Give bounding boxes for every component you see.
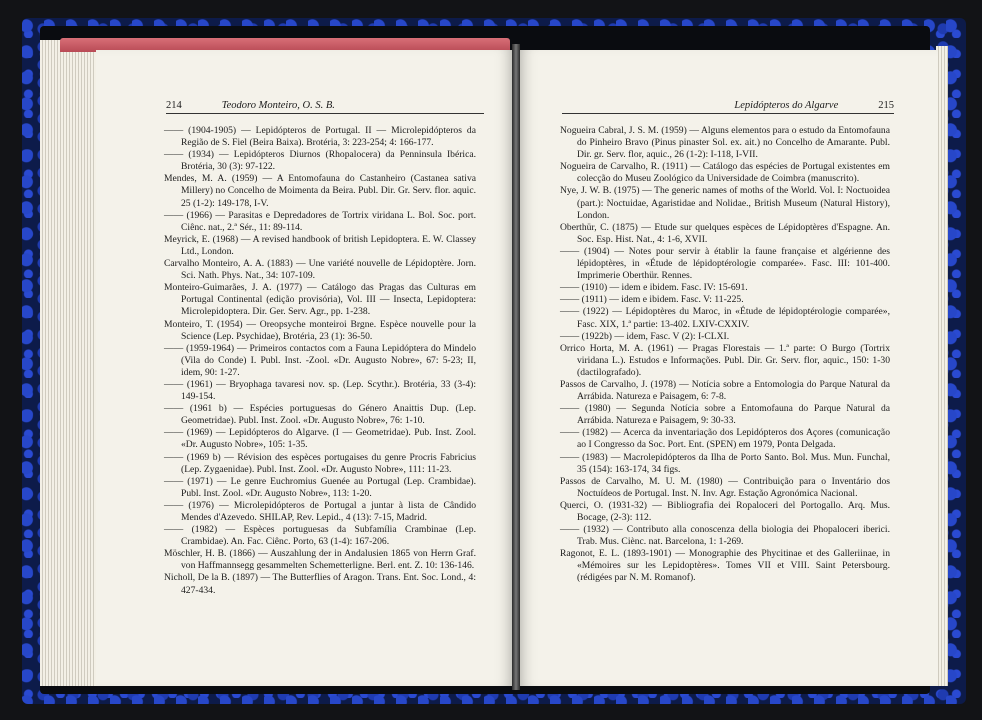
bib-entry: Nye, J. W. B. (1975) — The generic names of moths of the World. Vol. I: Noctuoidea (part.): Noctuidae, Agaristidae and Nolidae., British Museum (Natural History), London. xyxy=(560,185,890,221)
bib-entry: Nogueira Cabral, J. S. M. (1959) — Alguns elementos para o estudo da Entomofauna do Pinheiro Bravo (Pinus pinaster Sol. ex. ait.) no Concelho de Amarante. Publ. Dir. gr. Serv. flor, aquic., 26 (1-2): I-118, I-VII. xyxy=(560,125,890,161)
bib-entry: Passos de Carvalho, J. (1978) — Notícia sobre a Entomologia do Parque Natural da Arrábida. Natureza e Paisagem, 6: 7-8. xyxy=(560,378,890,403)
left-bibliography xyxy=(164,125,476,597)
right-header-rule xyxy=(562,113,894,114)
left-page xyxy=(96,50,514,686)
bib-entry: —— (1932) — Contributo alla conoscenza della biologia dei Phopaloceri iberici. Trab. Mus. Ciènc. nat. Barcelona, 1: 1-269. xyxy=(560,524,890,548)
right-running-title: Lepidópteros do Algarve xyxy=(734,100,839,111)
left-running-head xyxy=(166,100,484,111)
bib-entry: —— (1904) — Notes pour servir à établir la faune française et algérienne des lépidoptères, in «Étude de lépidoptérologie comparée». Fasc. III: 101-400. Imprimerie Oberthür. Rennes. xyxy=(560,245,890,282)
right-running-head xyxy=(562,100,894,111)
left-page-number: 214 xyxy=(166,100,182,111)
bib-entry: —— (1983) — Macrolepidópteros da Ilha de Porto Santo. Bol. Mus. Mun. Funchal, 35 (154): 163-174, 34 figs. xyxy=(560,451,890,475)
right-bibliography xyxy=(560,125,890,585)
bib-entry: Oberthür, C. (1875) — Etude sur quelques espèces de Lépidoptères d'Espagne. An. Soc. Esp. Hist. Nat., 4: 1-6, XVII. xyxy=(560,221,890,245)
right-page-number: 215 xyxy=(878,100,894,111)
bib-entry: —— (1959-1964) — Primeiros contactos com a Fauna Lepidóptera do Mindelo (Vila do Conde) I. Publ. Inst. -Zool. «Dr. Augusto Nobre», 67: 5-23; II, idem, 90: 1-27. xyxy=(164,342,476,378)
bib-entry: —— (1980) — Segunda Notícia sobre a Entomofauna do Parque Natural da Arrábida. Natureza e Paisagem, 9: 30-33. xyxy=(560,403,890,427)
bib-entry: Carvalho Monteiro, A. A. (1883) — Une variété nouvelle de Lépidoptère. Jorn. Sci. Nath. Phys. Nat., 34: 107-109. xyxy=(164,258,476,282)
bib-entry: —— (1922b) — idem, Fasc. V (2): I-CLXI. xyxy=(560,330,730,342)
bib-entry: Nicholl, De la B. (1897) — The Butterflies of Aragon. Trans. Ent. Soc. Lond., 4: 427-434. xyxy=(164,572,476,596)
book-gutter xyxy=(512,44,520,690)
bib-entry: —— (1969) — Lepidópteros do Algarve. (I — Geometridae). Pub. Inst. Zool. «Dr. Augusto Nobre», 105: 1-35. xyxy=(164,427,476,451)
left-running-title: Teodoro Monteiro, O. S. B. xyxy=(221,100,335,111)
bib-entry: Querci, O. (1931-32) — Bibliografia dei Ropaloceri del Portogallo. Arq. Mus. Bocage, (2-3): 112. xyxy=(560,499,890,523)
bib-entry: Mendes, M. A. (1959) — A Entomofauna do Castanheiro (Castanea sativa Millery) no Concelho de Moimenta da Beira. Publ. Dir. Gr. Serv. flor. aquic. 25 (1-2): 149-178, I-V. xyxy=(164,173,476,209)
bib-entry: Meyrick, E. (1968) — A revised handbook of british Lepidoptera. E. W. Classey Ltd., London. xyxy=(164,233,476,257)
bib-entry: —— (1969 b) — Révision des espèces portugaises du genre Procris Fabricius (Lep. Zygaenidae). Publ. Inst. Zool. «Dr. Augusto Nobre», 111: 11-23. xyxy=(164,451,476,475)
bib-entry: —— (1911) — idem e ibidem. Fasc. V: 11-225. xyxy=(560,294,744,306)
bib-entry: —— (1982) — Espèces portuguesas da Subfamília Crambinae (Lep. Crambidae). An. Fac. Ciênc. Porto, 63 (1-4): 167-206. xyxy=(164,524,476,548)
right-page xyxy=(518,50,938,686)
bib-entry: Passos de Carvalho, M. U. M. (1980) — Contribuição para o Inventário dos Noctuídeos de Portugal. Inst. N. Inv. Agr. Estação Agronómica Nacional. xyxy=(560,475,890,499)
bib-entry: Möschler, H. B. (1866) — Auszahlung der in Andalusien 1865 von Herrn Graf. von Haffmannsegg gesammelten Schemetterligne. Berl. ent. Z. 10: 136-146. xyxy=(164,548,476,572)
bib-entry: Ragonot, E. L. (1893-1901) — Monographie des Phycitinae et des Galleriinae, in «Mémoires sur les Lepidoptères». Tomes VII et VIII. Saint Petersbourg. (rédigées par N. M. Romanof). xyxy=(560,548,890,584)
bib-entry: —— (1961) — Bryophaga tavaresi nov. sp. (Lep. Scythr.). Brotéria, 33 (3-4): 149-154. xyxy=(164,378,476,403)
bib-entry: —— (1971) — Le genre Euchromius Guenée au Portugal (Lep. Crambidae). Publ. Inst. Zool. «Dr. Augusto Nobre», 113: 1-20. xyxy=(164,475,476,499)
left-header-rule xyxy=(166,113,484,114)
bib-entry: —— (1922) — Lépidoptères du Maroc, in «Étude de lépidoptérologie comparée», Fasc. XIX, 1.ª partie: 13-402. LXIV-CXXIV. xyxy=(560,306,890,330)
page-edges-left xyxy=(40,40,100,686)
bib-entry: Nogueira de Carvalho, R. (1911) — Catálogo das espécies de Portugal existentes em colecção do Museu Zoológico da Universidade de Coimbra (manuscrito). xyxy=(560,161,890,185)
bib-entry: —— (1976) — Microlepidópteros de Portugal a juntar à lista de Cândido Mendes d'Azevedo. SHILAP, Rev. Lepid., 4 (13): 7-15, Madrid. xyxy=(164,499,476,523)
bib-entry: —— (1910) — idem e ibidem. Fasc. IV: 15-691. xyxy=(560,282,748,294)
bib-entry: —— (1982) — Acerca da inventariação dos Lepidópteros dos Açores (comunicação ao I Congresso da Soc. Port. Ent. (SPEN) em 1979, Ponta Delgada. xyxy=(560,427,890,451)
bib-entry: —— (1934) — Lepidópteros Diurnos (Rhopalocera) da Penninsula Ibérica. Brotéria, 30 (3): 97-122. xyxy=(164,149,476,173)
bib-entry: Orrico Horta, M. A. (1961) — Pragas Florestais — 1.ª parte: O Burgo (Tortrix viridana L.). Estudos e Informações. Publ. Dir. Gr. Serv. flor, aquic., 150: 1-30 (dactilografado). xyxy=(560,342,890,378)
bib-entry: Monteiro, T. (1954) — Oreopsyche monteiroi Brgne. Espèce nouvelle pour la Science (Lep. Psychidae), Brotéria, 23 (1): 36-50. xyxy=(164,318,476,342)
bib-entry: —— (1966) — Parasitas e Depredadores de Tortrix viridana L. Bol. Soc. port. Ciênc. nat., 2.ª Sér., 11: 89-114. xyxy=(164,209,476,233)
bib-entry: —— (1961 b) — Espécies portuguesas do Género Anaittis Dup. (Lep. Geometridae). Publ. Inst. Zool. «Dr. Augusto Nobre», 76: 1-10. xyxy=(164,403,476,427)
bib-entry: Monteiro-Guimarães, J. A. (1977) — Catálogo das Pragas das Culturas em Portugal Continental (edição provisória), Vol. III — Insecta, Lepidoptera: Microlepidoptera. Dir. Ger. Serv. Agr., pp. 1-238. xyxy=(164,282,476,318)
bib-entry: —— (1904-1905) — Lepidópteros de Portugal. II — Microlepidópteros da Região de S. Fiel (Beira Baixa). Brotéria, 3: 223-254; 4: 166-177. xyxy=(164,125,476,149)
